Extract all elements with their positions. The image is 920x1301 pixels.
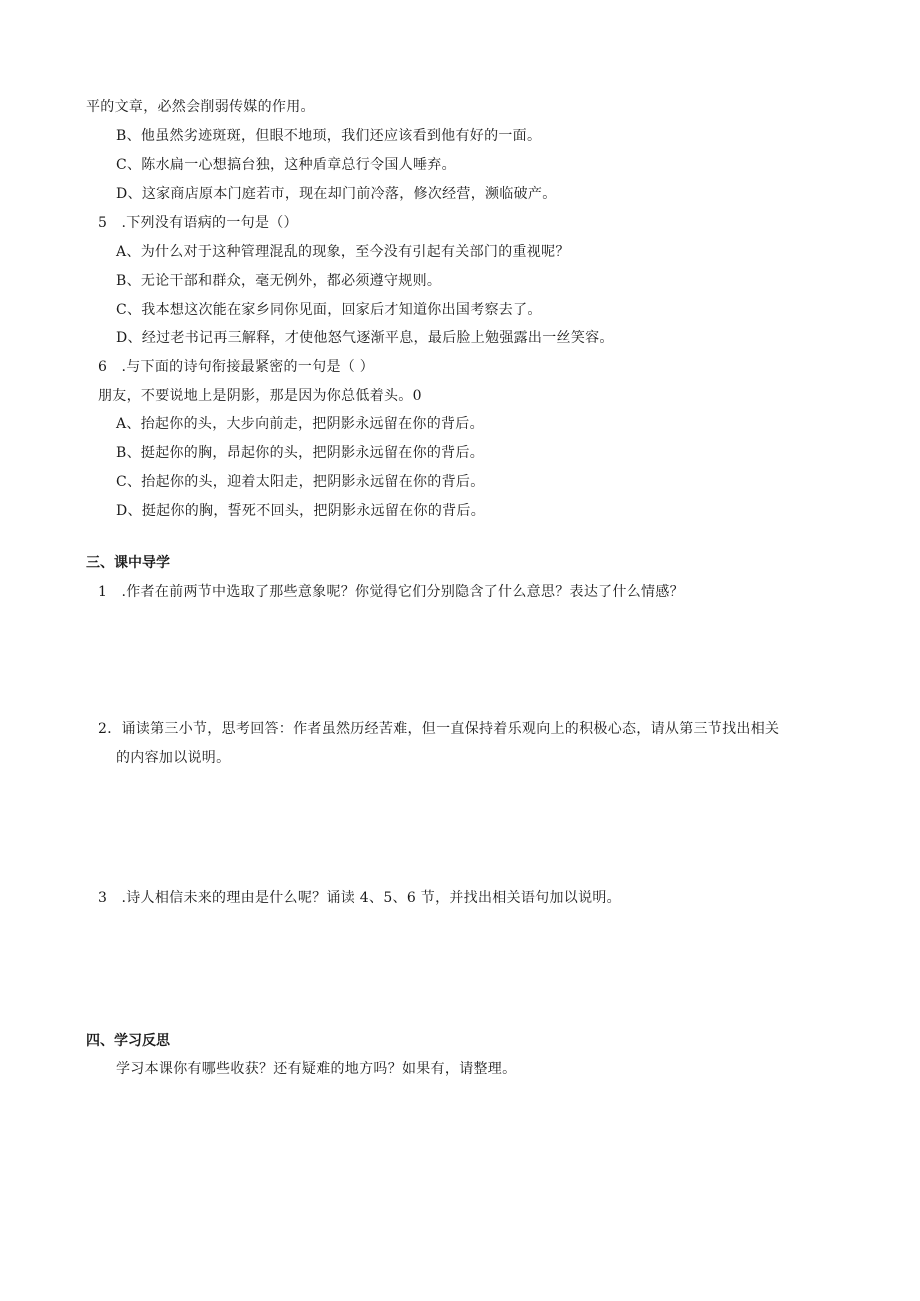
q6-option-d: D、挺起你的胸，誓死不回头，把阴影永远留在你的背后。 (116, 503, 486, 519)
q5-option-a: A、为什么对于这种管理混乱的现象，至今没有引起有关部门的重视呢？ (116, 244, 570, 260)
q6-option-c: C、抬起你的头，迎着太阳走，把阴影永远留在你的背后。 (116, 474, 485, 490)
q5-option-b: B、无论干部和群众，毫无例外，都必须遵守规则。 (116, 273, 442, 289)
q6-option-b: B、挺起你的胸，昂起你的头，把阴影永远留在你的背后。 (116, 445, 485, 461)
q6-quote: 朋友，不要说地上是阴影，那是因为你总低着头。0 (98, 388, 422, 404)
q5-option-c: C、我本想这次能在家乡同你见面，回家后才知道你出国考察去了。 (116, 302, 542, 318)
continuation-line: 平的文章，必然会削弱传媒的作用。 (86, 99, 315, 115)
q4-option-c: C、陈水扁一心想搞台独，这种盾章总行令国人唾弃。 (116, 157, 456, 173)
section-4-prompt: 学习本课你有哪些收获？还有疑难的地方吗？如果有，请整理。 (116, 1061, 517, 1077)
section-3-question-3: 3 .诗人相信未来的理由是什么呢？诵读 4、5、6 节，并找出相关语句加以说明。 (98, 890, 621, 906)
q5-stem: 5 .下列没有语病的一句是（） (98, 215, 298, 231)
section-3-question-2-line-1: 2．诵读第三小节，思考回答：作者虽然历经苦难，但一直保持着乐观向上的积极心态，请从第三节找出相关 (98, 721, 780, 737)
section-3-heading: 三、课中导学 (86, 555, 170, 571)
section-3-question-2-line-2: 的内容加以说明。 (116, 750, 231, 766)
section-3-question-1: 1 .作者在前两节中选取了那些意象呢？你觉得它们分别隐含了什么意思？表达了什么情感？ (98, 584, 684, 600)
q4-option-d: D、这家商店原本门庭若市，现在却门前冷落，修次经营，濒临破产。 (116, 186, 557, 202)
q5-option-d: D、经过老书记再三解释，才使他怒气逐渐平息，最后脸上勉强露出一丝笑容。 (116, 330, 614, 346)
q6-option-a: A、抬起你的头，大步向前走，把阴影永远留在你的背后。 (116, 416, 484, 432)
section-4-heading: 四、学习反思 (86, 1033, 170, 1049)
q4-option-b: B、他虽然劣迹斑斑，但眼不地顼，我们还应该看到他有好的一面。 (116, 128, 542, 144)
q6-stem: 6 .与下面的诗句衔接最紧密的一句是（ ） (98, 359, 375, 375)
